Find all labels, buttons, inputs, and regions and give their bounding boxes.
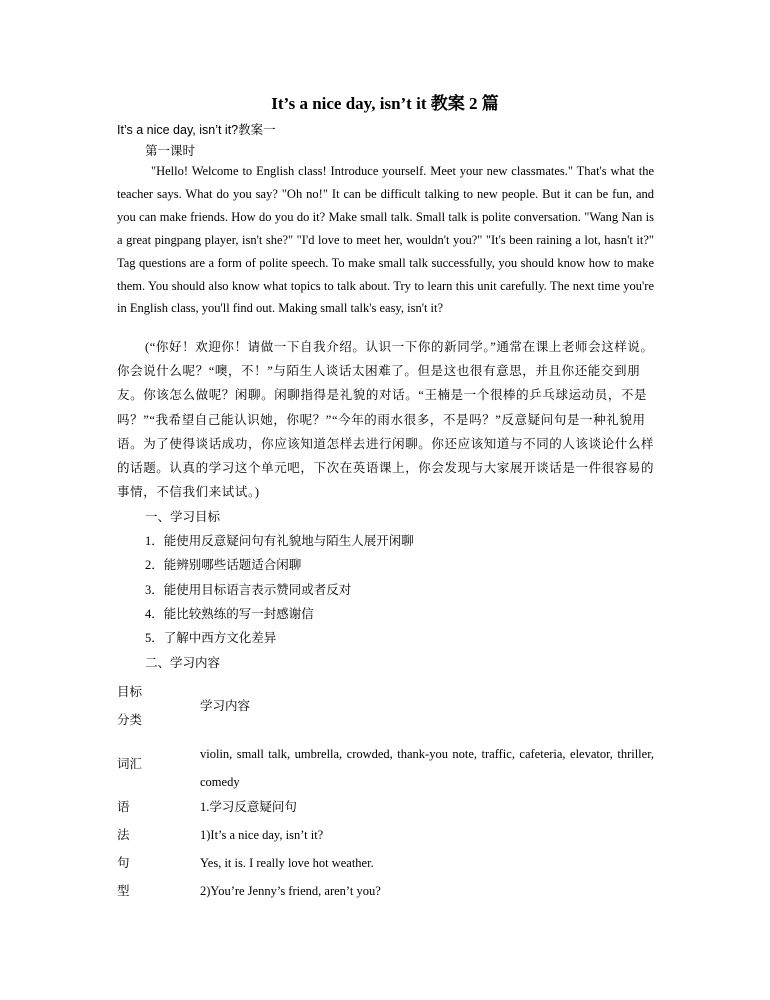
goal-item: 5．了解中西方文化差异 bbox=[145, 631, 277, 645]
goal-item: 2．能辨别哪些话题适合闲聊 bbox=[145, 558, 302, 572]
lesson-label: 第一课时 bbox=[145, 144, 196, 158]
table-header-left-1: 目标 bbox=[117, 685, 143, 699]
grammar-line: 1)It’s a nice day, isn’t it? bbox=[200, 828, 324, 842]
grammar-line: 2)You’re Jenny’s friend, aren’t you? bbox=[200, 884, 381, 898]
vocab-content: violin, small talk, umbrella, crowded, thank-you note, traffic, cafeteria, elevator, thriller, comedy bbox=[200, 747, 654, 789]
table-header-right: 学习内容 bbox=[200, 699, 251, 713]
english-paragraph: "Hello! Welcome to English class! Introduce yourself. Meet your new classmates." That's what the teacher says. What do you say? "Oh no!" It can be difficult talking to new people. But it can be fun, and you can make friends. How do you do it? Make small talk. Small talk is polite conversation. "Wang Nan is a great pingpang player, isn't she?" "I'd love to meet her, wouldn't you?" "It's been raining a lot, hasn't it?" Tag questions are a form of polite speech. To make small talk successfully, you should know how to make them. You should also know what topics to talk about. Try to learn this unit carefully. The next time you're in English class, you'll find out. Making small talk's easy, isn't it? bbox=[117, 164, 654, 316]
document-subtitle: It’s a nice day, isn’t it?教案一 bbox=[117, 123, 276, 137]
goal-item: 1．能使用反意疑问句有礼貌地与陌生人展开闲聊 bbox=[145, 534, 414, 548]
grammar-label-char: 型 bbox=[117, 884, 130, 898]
grammar-label-char: 法 bbox=[117, 828, 130, 842]
goal-item: 3．能使用目标语言表示赞同或者反对 bbox=[145, 583, 352, 597]
chinese-paragraph: (“你好！欢迎你！请做一下自我介绍。认识一下你的新同学。”通常在课上老师会这样说。你会说什么呢？“噢，不！”与陌生人谈话太困难了。但是这也很有意思，并且你还能交到朋友。你该怎么做呢？闲聊。闲聊指得是礼貌的对话。“王楠是一个很棒的乒乓球运动员，不是吗？”“我希望自己能认识她，你呢？”“今年的雨水很多，不是吗？”反意疑问句是一种礼貌用语。为了使得谈话成功，你应该知道怎样去进行闲聊。你还应该知道与不同的人该谈论什么样的话题。认真的学习这个单元吧，下次在英语课上，你会发现与大家展开谈话是一件很容易的事情，不信我们来试试。) bbox=[117, 340, 655, 500]
table-header-left-2: 分类 bbox=[117, 713, 143, 727]
section-heading-goals: 一、学习目标 bbox=[145, 510, 221, 524]
document-title: It’s a nice day, isn’t it 教案 2 篇 bbox=[271, 94, 499, 113]
grammar-label-char: 语 bbox=[117, 800, 130, 814]
vocab-label: 词汇 bbox=[117, 757, 143, 771]
grammar-line: Yes, it is. I really love hot weather. bbox=[200, 856, 374, 870]
goal-item: 4．能比较熟练的写一封感谢信 bbox=[145, 607, 314, 621]
section-heading-content: 二、学习内容 bbox=[145, 656, 221, 670]
grammar-label-char: 句 bbox=[117, 856, 130, 870]
grammar-line: 1.学习反意疑问句 bbox=[200, 800, 297, 814]
